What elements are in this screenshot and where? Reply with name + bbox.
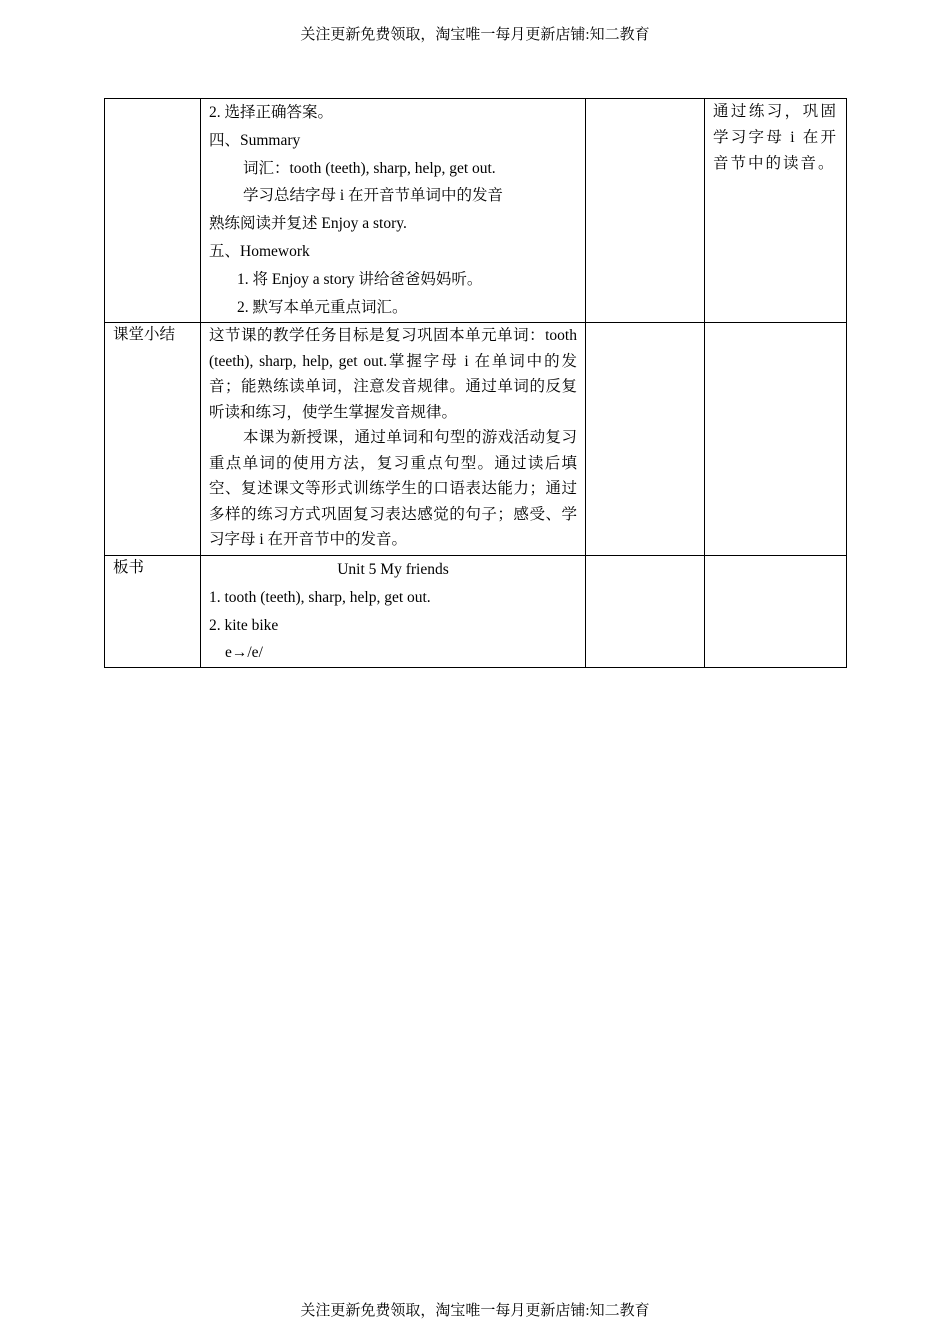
row-label-cell: 板书	[105, 556, 201, 668]
lesson-plan-table	[104, 98, 847, 668]
blackboard-line: 2. kite bike	[209, 616, 279, 634]
purpose-cell: 通过练习，巩固学习字母 i 在开音节中的读音。	[705, 99, 847, 323]
empty-cell	[586, 556, 705, 668]
list-item: 学习总结字母 i 在开音节单词中的发音	[243, 187, 504, 205]
blackboard-line: e→/e/	[225, 644, 263, 662]
empty-cell	[586, 99, 705, 323]
empty-cell	[705, 556, 847, 668]
section-heading: 五、Homework	[209, 242, 310, 260]
list-item: 词汇：tooth (teeth), sharp, help, get out.	[243, 159, 496, 177]
list-item: 2. 选择正确答案。	[209, 104, 334, 121]
section-heading: 四、Summary	[209, 131, 301, 149]
table-row	[105, 556, 847, 668]
blackboard-title: Unit 5 My friends	[337, 561, 449, 578]
list-item: 熟练阅读并复述 Enjoy a story.	[209, 215, 407, 233]
row-label-cell: 课堂小结	[105, 323, 201, 556]
blackboard-cell	[201, 556, 586, 668]
summary-paragraph: 本课为新授课，通过单词和句型的游戏活动复习重点单词的使用方法，复习重点句型。通过读后填空、复述课文等形式训练学生的口语表达能力；通过多样的练习方式巩固复习表达感觉的句子；感受、学习字母 i 在开音节中的发音。	[209, 429, 577, 548]
summary-cell	[201, 323, 586, 556]
row-label-cell	[105, 99, 201, 323]
content-cell	[201, 99, 586, 323]
blackboard-line: 1. tooth (teeth), sharp, help, get out.	[209, 588, 431, 606]
table-row	[105, 323, 847, 556]
empty-cell	[586, 323, 705, 556]
page-footer: 关注更新免费领取，淘宝唯一每月更新店铺:知二教育	[300, 1303, 650, 1319]
page-header: 关注更新免费领取，淘宝唯一每月更新店铺:知二教育	[300, 27, 650, 43]
table-row	[105, 99, 847, 323]
empty-cell	[705, 323, 847, 556]
list-item: 1. 将 Enjoy a story 讲给爸爸妈妈听。	[237, 270, 483, 288]
list-item: 2. 默写本单元重点词汇。	[237, 298, 408, 316]
summary-paragraph: 这节课的教学任务目标是复习巩固本单元单词：tooth (teeth), sharp, help, get out.掌握字母 i 在单词中的发音；能熟练读单词，注意发音规律。通过单词的反复听读和练习，使学生掌握发音规律。	[209, 327, 577, 421]
